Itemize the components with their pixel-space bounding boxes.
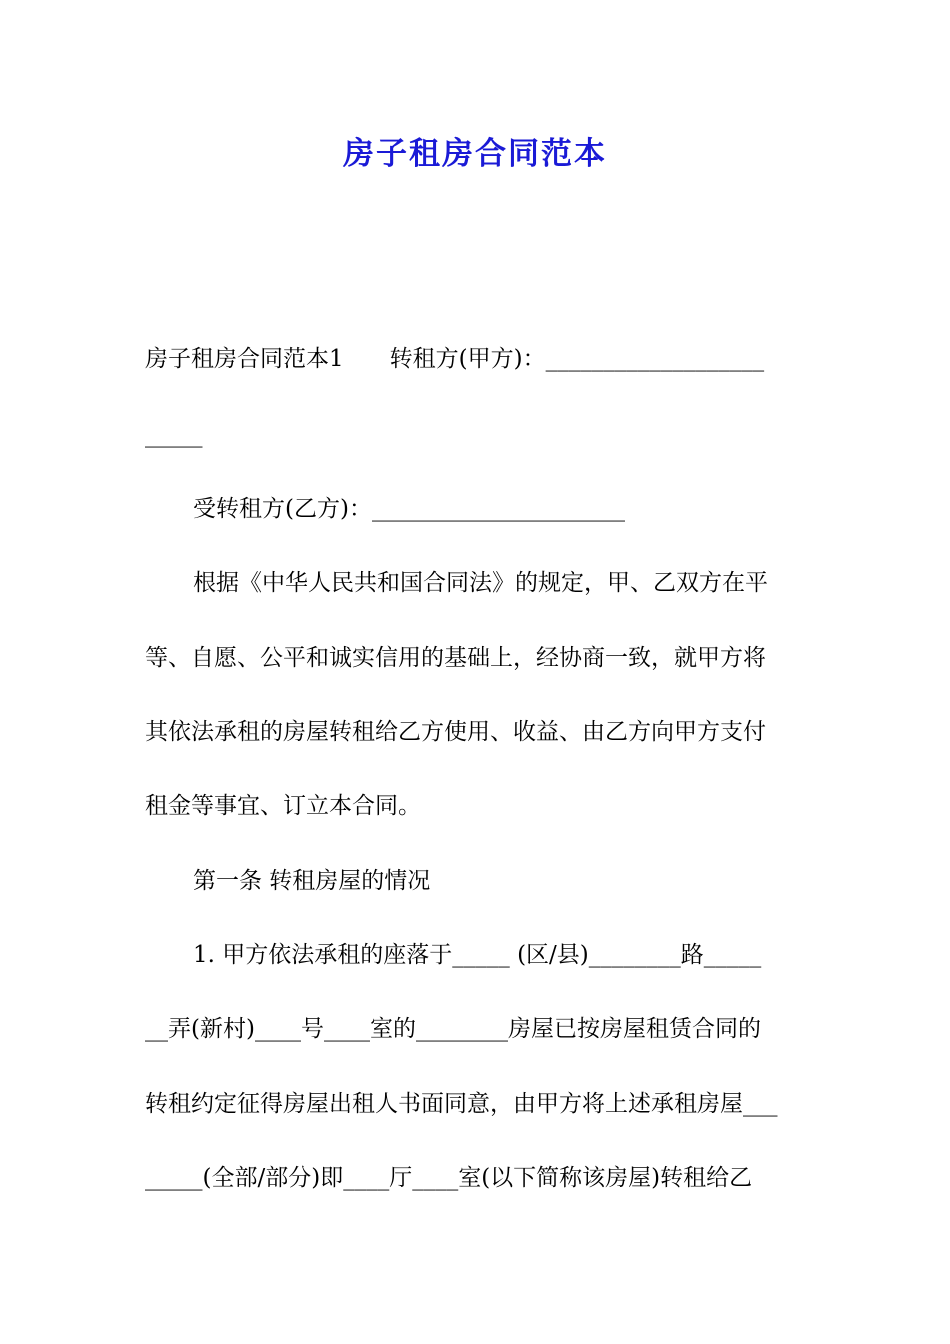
paragraph-line: _____ — [145, 422, 203, 448]
paragraph-line: 等、自愿、公平和诚实信用的基础上，经协商一致，就甲方将 — [145, 645, 766, 671]
paragraph-line: 房子租房合同范本1 转租方(甲方)：___________________ — [145, 346, 765, 372]
paragraph-line: _____(全部/部分)即____厅____室(以下简称该房屋)转租给乙 — [145, 1165, 753, 1191]
paragraph-line: 其依法承租的房屋转租给乙方使用、收益、由乙方向甲方支付 — [145, 719, 766, 745]
section-heading: 第一条 转租房屋的情况 — [193, 868, 431, 894]
paragraph-line: 租金等事宜、订立本合同。 — [145, 793, 421, 819]
paragraph-line: __弄(新村)____号____室的________房屋已按房屋租赁合同的 — [145, 1016, 761, 1042]
paragraph-line: 转租约定征得房屋出租人书面同意，由甲方将上述承租房屋___ — [145, 1091, 778, 1117]
document-title: 房子租房合同范本 — [343, 136, 607, 172]
paragraph-line: 受转租方(乙方)：______________________ — [193, 496, 625, 522]
paragraph-line: 1. 甲方依法承租的座落于_____ (区/县)________路_____ — [193, 942, 762, 968]
paragraph-line: 根据《中华人民共和国合同法》的规定，甲、乙双方在平 — [193, 570, 768, 596]
